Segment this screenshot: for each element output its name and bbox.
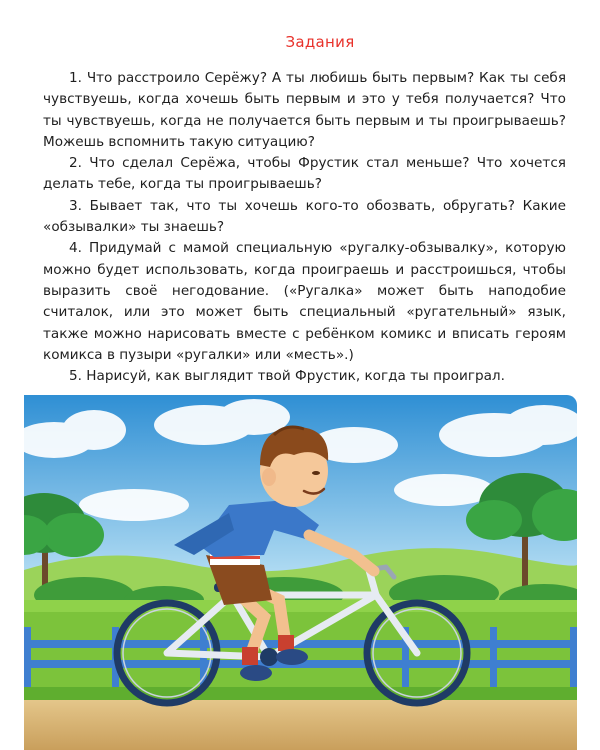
road <box>24 700 577 750</box>
task-item-2: 2. Что сделал Серёжа, чтобы Фрустик стал меньше? Что хочется делать тебе, когда ты проигрываешь? <box>43 155 566 193</box>
task-item-4: 4. Придумай с мамой специальную «ругалку-обзывалку», которую можно будет использовать, когда проиграешь и расстроишься, чтобы выразить своё негодование. («Ругалка» может быть наподобие считалок, или это может быть специальный «ругательный» язык, также можно нарисовать вместе с ребёнком комикс и вписать героям комикса в пузыри «ругалки» или «месть».) <box>43 240 566 363</box>
task-item-3: 3. Бывает так, что ты хочешь кого-то обозвать, обругать? Какие «обзывалки» ты знаешь? <box>43 197 566 236</box>
shoe-right <box>276 649 308 665</box>
section-heading: Задания <box>285 33 355 51</box>
task-item-1: 1. Что расстроило Серёжу? А ты любишь быть первым? Как ты себя чувствуешь, когда хочешь быть первым и это у тебя получается? Что ты чувствуешь, когда не получается быть первым и ты проигрываешь? Можешь вспомнить такую ситуацию? <box>43 70 566 150</box>
boy-riding-bicycle-illustration <box>24 395 577 750</box>
task-list <box>43 68 566 387</box>
task-item-5: 5. Нарисуй, как выглядит твой Фрустик, когда ты проиграл. <box>69 368 505 385</box>
shoe-left <box>240 665 272 681</box>
